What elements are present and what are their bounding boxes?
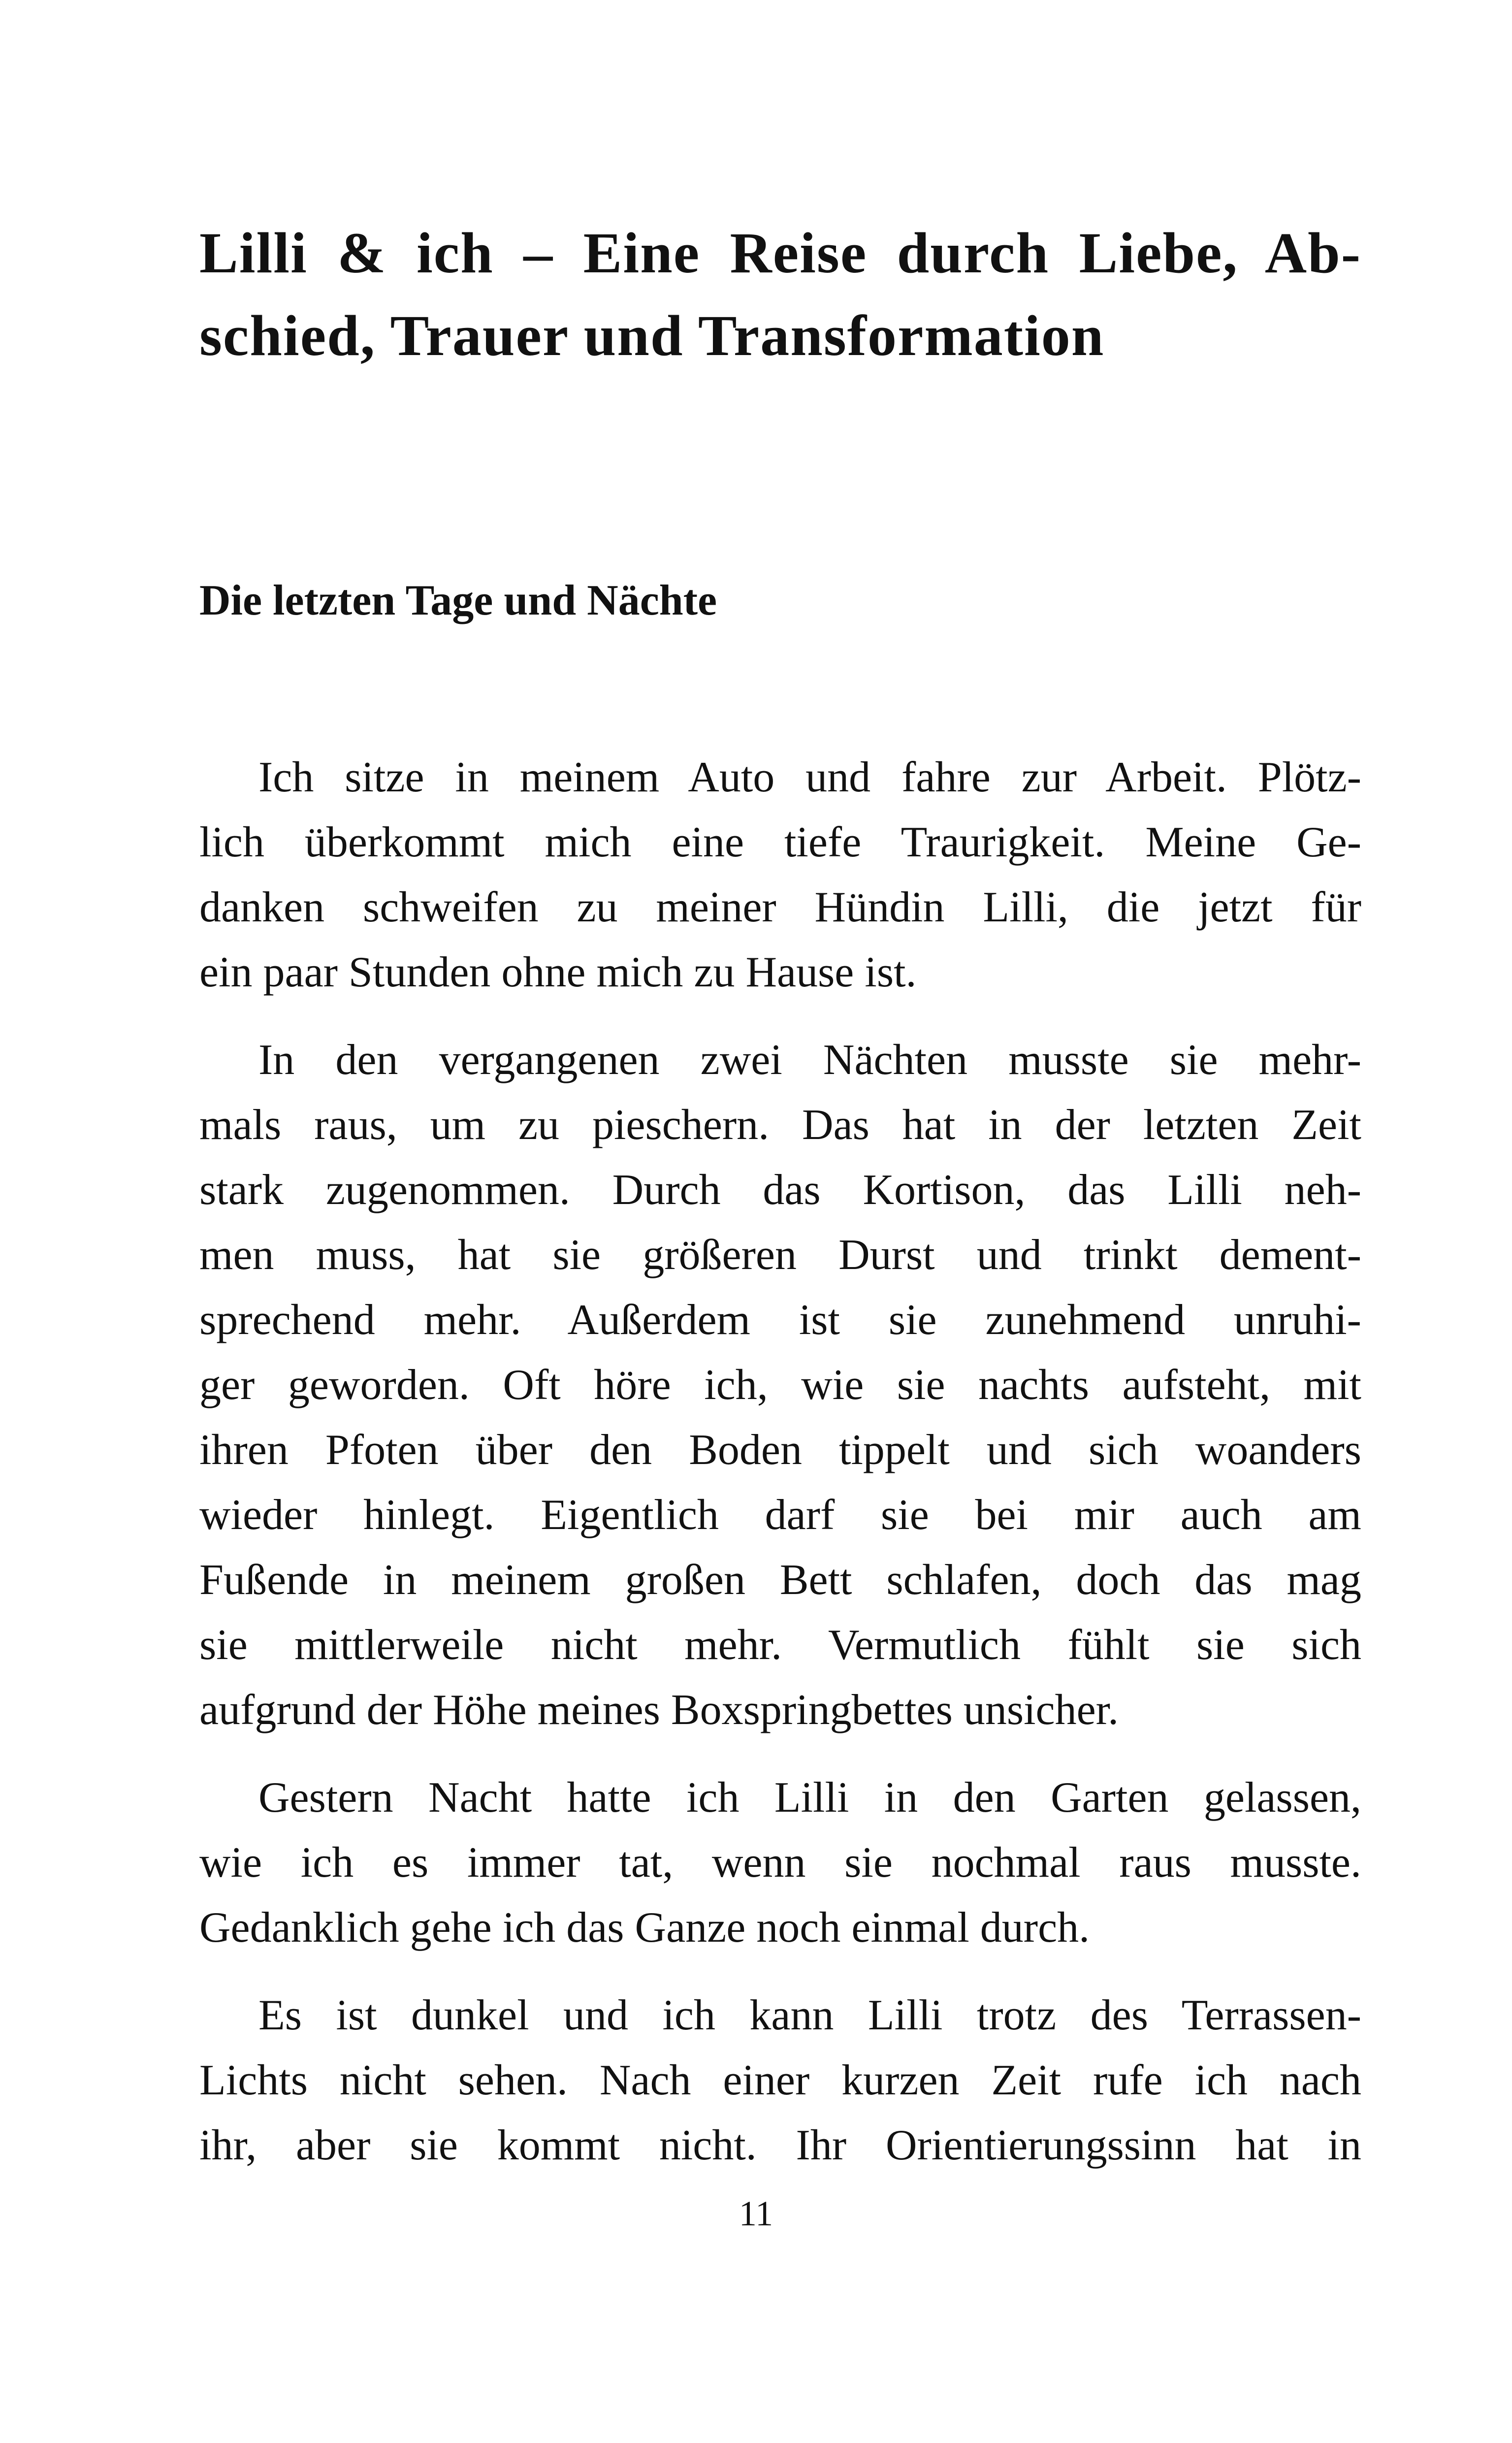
paragraph (199, 745, 1361, 1005)
body-text (199, 745, 1361, 2201)
book-title-line: Lilli & ich – Eine Reise durch Liebe, Ab- (199, 221, 1361, 285)
text-line: ein paar Stunden ohne mich zu Hause ist. (199, 948, 917, 996)
text-line: Gedanklich gehe ich das Ganze noch einmal durch. (199, 1904, 1090, 1952)
text-line: ihr, aber sie kommt nicht. Ihr Orientierungssinn hat in (199, 2121, 1361, 2169)
text-line: Es ist dunkel und ich kann Lilli trotz des Terrassen- (258, 1991, 1361, 2039)
text-line: mals raus, um zu pieschern. Das hat in der letzten Zeit (199, 1101, 1361, 1149)
book-title-line: schied, Trauer und Transformation (199, 303, 1105, 368)
paragraph (199, 1028, 1361, 1743)
text-line: aufgrund der Höhe meines Boxspringbettes unsicher. (199, 1686, 1119, 1734)
text-line: danken schweifen zu meiner Hündin Lilli, die jetzt für (199, 883, 1361, 931)
text-line: Lichts nicht sehen. Nach einer kurzen Zeit rufe ich nach (199, 2056, 1361, 2104)
text-line: Gestern Nacht hatte ich Lilli in den Garten gelassen, (258, 1774, 1361, 1822)
text-line: sie mittlerweile nicht mehr. Vermutlich fühlt sie sich (199, 1621, 1361, 1669)
text-line: ihren Pfoten über den Boden tippelt und sich woanders (199, 1426, 1361, 1474)
paragraph (199, 1983, 1361, 2178)
text-line: wieder hinlegt. Eigentlich darf sie bei mir auch am (199, 1491, 1361, 1539)
text-line: stark zugenommen. Durch das Kortison, das Lilli neh- (199, 1166, 1361, 1214)
text-line: sprechend mehr. Außerdem ist sie zunehmend unruhi- (199, 1296, 1361, 1344)
text-line: Fußende in meinem großen Bett schlafen, doch das mag (199, 1556, 1361, 1604)
chapter-title: Die letzten Tage und Nächte (199, 577, 717, 624)
text-line: ger geworden. Oft höre ich, wie sie nachts aufsteht, mit (199, 1361, 1361, 1409)
book-title (199, 212, 1361, 377)
paragraph (199, 1765, 1361, 1960)
text-line: lich überkommt mich eine tiefe Traurigkeit. Meine Ge- (199, 818, 1361, 866)
text-line: Ich sitze in meinem Auto und fahre zur Arbeit. Plötz- (258, 753, 1361, 801)
page-number: 11 (739, 2194, 773, 2233)
text-line: wie ich es immer tat, wenn sie nochmal raus musste. (199, 1839, 1361, 1887)
text-line: In den vergangenen zwei Nächten musste sie mehr- (258, 1036, 1361, 1084)
text-line: men muss, hat sie größeren Durst und trinkt dement- (199, 1231, 1361, 1279)
